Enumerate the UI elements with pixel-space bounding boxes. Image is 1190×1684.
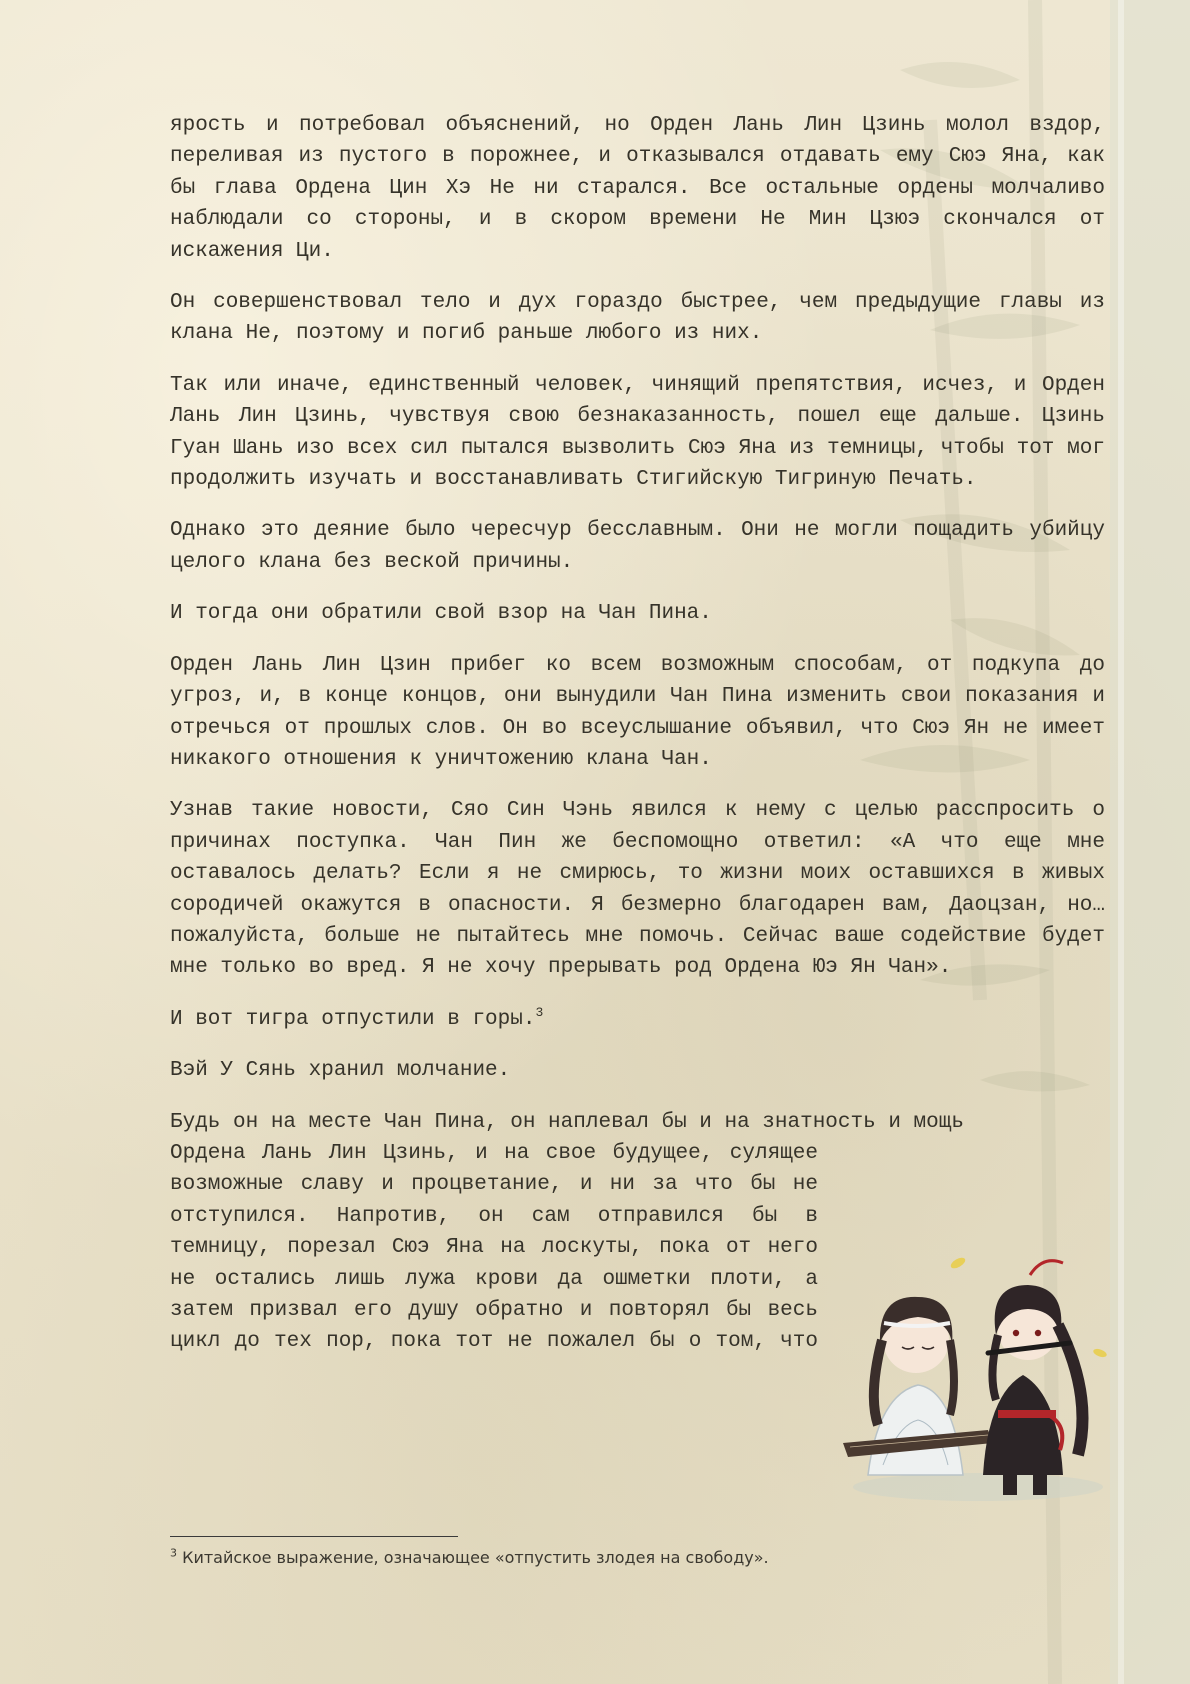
- footnote-divider: [170, 1536, 458, 1537]
- paragraph-7: Узнав такие новости, Сяо Син Чэнь явился к нему с целью расспросить о причинах поступка. Чан Пин же беспомощно ответил: «А что еще мне оставалось делать? Если я не смирюсь, то жизни моих оставшихся в живых сородичей окажутся в опасности. Я безмерно благодарен вам, Даоцзан, но… пожалуйста, больше не пытайтесь мне помочь. Сейчас ваше содействие будет мне только во вред. Я не хочу прерывать род Ордена Юэ Ян Чан».: [170, 799, 1105, 980]
- paragraph-5: И тогда они обратили свой взор на Чан Пина.: [170, 602, 712, 626]
- footnote-text: Китайское выражение, означающее «отпустить злодея на свободу».: [182, 1548, 769, 1567]
- main-text: [170, 110, 1105, 1378]
- footnote-marker: 3: [170, 1546, 177, 1560]
- paragraph-4: Однако это деяние было чересчур бесславным. Они не могли пощадить убийцу целого клана без веской причины.: [170, 519, 1105, 574]
- paragraph-10-narrow-text: Ордена Лань Лин Цзинь, и на свое будущее, сулящее возможные славу и процветание, и ни за что бы не отступился. Напротив, он сам отправился бы в темницу, порезал Сюэ Яна на лоскуты, пока от него не остались лишь лужа крови да ошметки плоти, а затем призвал его душу обратно и повторял бы весь цикл до тех пор, пока тот не пожалел бы о том, что: [170, 1141, 818, 1354]
- paragraph-10-wide-line: Будь он на месте Чан Пина, он наплевал бы и на знатность и мощь: [170, 1110, 964, 1134]
- paragraph-8-text: И вот тигра отпустили в горы.: [170, 1007, 536, 1031]
- paragraph-8: [170, 1004, 1105, 1035]
- chibi-illustration: [838, 1225, 1138, 1505]
- footnote-reference[interactable]: 3: [535, 1004, 544, 1020]
- paragraph-9: Вэй У Сянь хранил молчание.: [170, 1059, 511, 1083]
- footnote: [170, 1548, 1070, 1567]
- paragraph-1: ярость и потребовал объяснений, но Орден Лань Лин Цзинь молол вздор, переливая из пустого в порожнее, и отказывался отдавать ему Сюэ Яна, как бы глава Ордена Цин Хэ Не ни старался. Все остальные ордены молчаливо наблюдали со стороны, и в скором времени Не Мин Цзюэ скончался от искажения Ци.: [170, 114, 1105, 263]
- paragraph-6: Орден Лань Лин Цзин прибег ко всем возможным способам, от подкупа до угроз, и, в конце концов, они вынудили Чан Пина изменить свои показания и отречься от прошлых слов. Он во всеуслышание объявил, что Сюэ Ян не имеет никакого отношения к уничтожению клана Чан.: [170, 653, 1105, 771]
- paragraph-2: Он совершенствовал тело и дух гораздо быстрее, чем предыдущие главы из клана Не, поэтому и погиб раньше любого из них.: [170, 291, 1105, 346]
- paragraph-3: Так или иначе, единственный человек, чинящий препятствия, исчез, и Орден Лань Лин Цзинь, чувствуя свою безнаказанность, пошел еще дальше. Цзинь Гуан Шань изо всех сил пытался вызволить Сюэ Яна из темницы, чтобы тот мог продолжить изучать и восстанавливать Стигийскую Тигриную Печать.: [170, 373, 1105, 492]
